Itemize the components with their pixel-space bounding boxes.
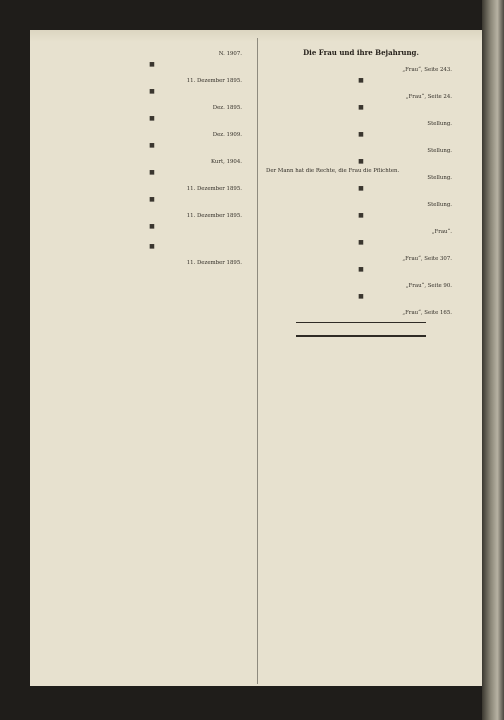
left-block-1 (58, 44, 246, 58)
left-block-4-text (58, 125, 246, 132)
right-block-5 (266, 168, 456, 182)
separator: ■ (149, 196, 155, 203)
right-block-2-signature: „Frau“, Seite 24. (405, 94, 452, 100)
left-block-3 (58, 98, 246, 112)
right-block-10-signature: „Frau“, Seite 165. (402, 310, 452, 317)
footer-rule-bottom (296, 335, 426, 337)
left-block-1-signature: N. 1907. (218, 51, 242, 57)
right-block-9 (266, 276, 456, 290)
left-block-4-signature: Dez. 1909. (212, 132, 242, 138)
separator: ■ (358, 239, 364, 247)
left-block-5 (58, 152, 246, 166)
footer-rule (296, 322, 426, 323)
left-block-6-text (58, 179, 246, 186)
left-column (58, 44, 246, 684)
left-block-2-text (58, 71, 246, 78)
footer-note (266, 328, 456, 335)
left-block-9-signature: 11. Dezember 1895. (186, 260, 242, 266)
left-block-8 (58, 233, 246, 240)
section-heading: Die Frau und ihre Bejahrung. (303, 48, 419, 57)
left-block-5-signature: Kurt, 1904. (211, 159, 242, 165)
separator: ■ (149, 243, 155, 250)
column-divider (257, 38, 258, 684)
book-binding (482, 0, 504, 720)
right-block-4-signature: Stellung. (427, 148, 452, 154)
right-block-7 (266, 222, 456, 236)
left-block-4 (58, 125, 246, 139)
right-block-1-signature: „Frau“, Seite 243. (402, 67, 452, 73)
left-block-5-text (58, 152, 246, 159)
left-block-9-text (58, 253, 246, 260)
right-block-5-text: Der Mann hat die Rechte, die Frau die Pflichten. (266, 168, 400, 174)
right-block-8 (266, 249, 456, 263)
separator: ■ (358, 185, 364, 193)
separator: ■ (149, 142, 155, 149)
right-block-7-signature: „Frau“. (431, 229, 452, 236)
right-block-2-text (266, 87, 456, 94)
right-column (266, 44, 456, 684)
separator: ■ (149, 115, 155, 122)
right-block-1 (266, 60, 456, 74)
right-block-8-signature: „Frau“, Seite 307. (402, 256, 452, 263)
separator: ■ (149, 223, 155, 230)
right-block-9-signature: „Frau“, Seite 90. (405, 283, 452, 290)
right-block-6-text (266, 195, 456, 202)
left-block-3-signature: Dez. 1895. (212, 105, 242, 111)
separator: ■ (358, 104, 364, 111)
separator: ■ (358, 293, 364, 301)
separator: ■ (149, 61, 155, 68)
right-block-1-text (266, 60, 456, 67)
separator: ■ (149, 169, 155, 176)
separator: ■ (358, 77, 364, 84)
right-block-6-signature: Stellung. (427, 202, 452, 209)
right-block-10 (266, 303, 456, 317)
right-block-3-text (266, 114, 456, 121)
right-block-7-text (266, 222, 456, 229)
left-block-2-signature: 11. Dezember 1895. (186, 78, 242, 84)
left-block-2 (58, 71, 246, 85)
right-block-2 (266, 87, 456, 101)
left-block-7-text (58, 206, 246, 213)
left-block-1-text (58, 44, 246, 51)
left-block-3-text (58, 98, 246, 105)
left-block-8-text (58, 233, 246, 240)
left-block-7-signature: 11. Dezember 1895. (186, 213, 242, 219)
left-block-9 (58, 253, 246, 267)
left-block-6 (58, 179, 246, 193)
right-block-3 (266, 114, 456, 128)
separator: ■ (149, 88, 155, 95)
separator: ■ (358, 131, 364, 138)
right-block-4-text (266, 141, 456, 148)
right-block-3-signature: Stellung. (427, 121, 452, 127)
left-block-7 (58, 206, 246, 220)
left-block-6-signature: 11. Dezember 1895. (186, 186, 242, 192)
right-block-5-signature: Stellung. (427, 175, 452, 182)
right-block-6 (266, 195, 456, 209)
separator: ■ (358, 212, 364, 220)
right-block-4 (266, 141, 456, 155)
page-top-edge (30, 30, 482, 42)
separator: ■ (358, 266, 364, 274)
separator: ■ (358, 158, 364, 165)
